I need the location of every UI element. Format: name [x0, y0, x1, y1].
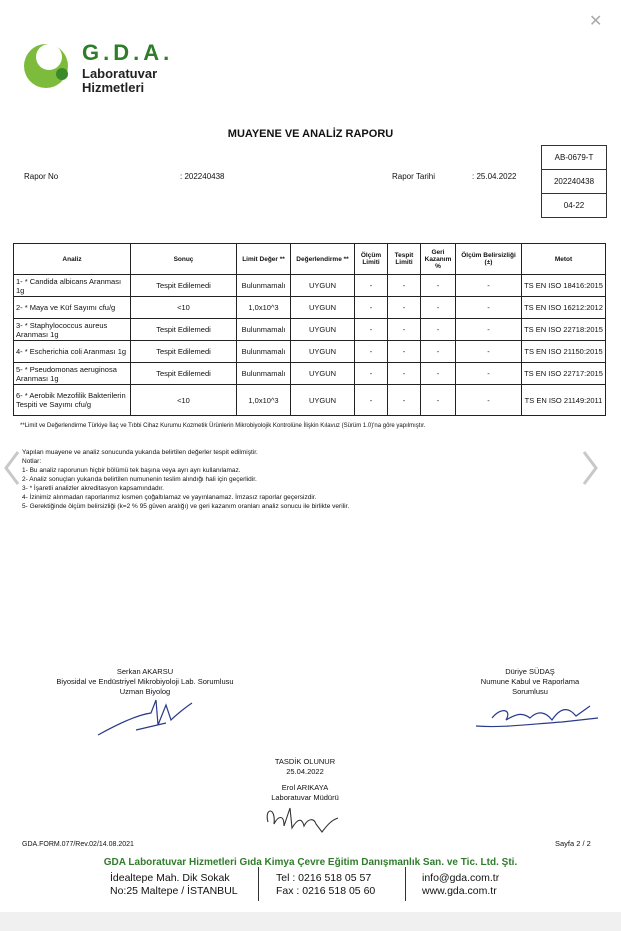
table-row [14, 363, 606, 385]
cell-geri-kazanim: - [421, 275, 456, 297]
bottom-bar [0, 912, 621, 931]
cell-geri-kazanim: - [421, 319, 456, 341]
address-line: İdealtepe Mah. Dik Sokak [110, 872, 230, 884]
cell-belirsizlik: - [456, 363, 522, 385]
cell-olcum-limiti: - [355, 385, 388, 416]
table-row [14, 319, 606, 341]
footer-phone [276, 872, 375, 898]
form-code: GDA.FORM.077/Rev.02/14.08.2021 [22, 841, 134, 848]
cell-analiz: 6- * Aerobik Mezofilik Bakterilerin Tespiti ve Sayımı cfu/g [14, 385, 131, 416]
signer-name: Erol ARIKAYA [281, 783, 329, 792]
column-header: Sonuç [131, 244, 237, 275]
cell-metot: TS EN ISO 22717:2015 [522, 363, 606, 385]
cell-tespit-limiti: - [388, 319, 421, 341]
footer-company-name: GDA Laboratuvar Hizmetleri Gıda Kimya Çevre Eğitim Danışmanlık San. ve Tic. Ltd. Şti. [103, 857, 518, 868]
cell-tespit-limiti: - [388, 341, 421, 363]
cell-degerlendirme: UYGUN [291, 385, 355, 416]
cell-tespit-limiti: - [388, 385, 421, 416]
cell-olcum-limiti: - [355, 363, 388, 385]
signer-name: Serkan AKARSU [116, 667, 174, 676]
next-page-button[interactable] [580, 450, 600, 486]
report-code-box [541, 145, 607, 218]
logo-subtitle-1: Laboratuvar [82, 66, 158, 81]
column-header: Limit Değer ** [237, 244, 291, 275]
footer-divider [405, 867, 406, 901]
cell-analiz: 4- * Escherichia coli Aranması 1g [14, 341, 131, 363]
cell-olcum-limiti: - [355, 341, 388, 363]
previous-page-button[interactable] [2, 450, 22, 486]
report-date-label: Rapor Tarihi [392, 172, 435, 181]
web-link[interactable]: www.gda.com.tr [422, 885, 497, 897]
page-number: Sayfa 2 / 2 [555, 839, 591, 848]
signature-right-mark [472, 698, 602, 734]
report-date-value: : 25.04.2022 [472, 172, 517, 181]
table-row [14, 275, 606, 297]
cell-metot: TS EN ISO 18416:2015 [522, 275, 606, 297]
column-header: Analiz [14, 244, 131, 275]
phone-line: Tel : 0216 518 05 57 [276, 872, 372, 884]
company-logo [24, 40, 174, 95]
note-item: 4- İzinimiz alınmadan raporlarımız kısmen çoğaltılamaz ve yayınlanamaz. İmzasız raporlar geçersizdir. [22, 494, 317, 501]
close-icon[interactable]: ✕ [589, 13, 603, 30]
cell-belirsizlik: - [456, 385, 522, 416]
column-header: Metot [522, 244, 606, 275]
cell-degerlendirme: UYGUN [291, 319, 355, 341]
table-row [14, 341, 606, 363]
notes-block [22, 448, 582, 511]
cell-limit: 1,0x10^3 [237, 385, 291, 416]
results-table [13, 243, 606, 416]
email-link[interactable]: info@gda.com.tr [422, 872, 500, 884]
logo-circle-inner [36, 44, 62, 70]
chevron-left-icon [6, 452, 18, 484]
notes-heading: Notlar: [22, 458, 42, 465]
column-header: Ölçüm Limiti [355, 244, 388, 275]
approval-text: TASDİK OLUNUR [274, 757, 336, 766]
cell-sonuc: Tespit Edilemedi [131, 363, 237, 385]
cell-degerlendirme: UYGUN [291, 341, 355, 363]
note-item: 5- Gerektiğinde ölçüm belirsizliği (k=2 % 95 güven aralığı) ve geri kazanım oranları analiz sonucu ile birlikte verilir. [22, 503, 350, 510]
cell-geri-kazanim: - [421, 297, 456, 319]
cell-metot: TS EN ISO 16212:2012 [522, 297, 606, 319]
signature-center-mark [262, 802, 342, 836]
notes-intro: Yapılan muayene ve analiz sonucunda yukarıda belirtilen değerler tespit edilmiştir. [22, 449, 258, 456]
signer-title: Biyosidal ve Endüstriyel Mikrobiyoloji Lab. Sorumlusu [56, 677, 234, 686]
cell-degerlendirme: UYGUN [291, 297, 355, 319]
cell-limit: Bulunmamalı [237, 275, 291, 297]
signature-left [25, 667, 265, 697]
signer-title: Numune Kabul ve Raporlama [480, 677, 580, 686]
footer-contact [422, 872, 499, 898]
cell-sonuc: <10 [131, 297, 237, 319]
cell-metot: TS EN ISO 21149:2011 [522, 385, 606, 416]
footer-address [110, 872, 238, 898]
cell-olcum-limiti: - [355, 319, 388, 341]
cell-belirsizlik: - [456, 319, 522, 341]
cell-tespit-limiti: - [388, 297, 421, 319]
cell-belirsizlik: - [456, 275, 522, 297]
cell-tespit-limiti: - [388, 363, 421, 385]
report-no-label: Rapor No [24, 172, 59, 181]
cell-olcum-limiti: - [355, 297, 388, 319]
cell-geri-kazanim: - [421, 363, 456, 385]
signer-title: Uzman Biyolog [119, 687, 171, 696]
cell-geri-kazanim: - [421, 385, 456, 416]
signature-center [230, 757, 380, 803]
signature-left-mark [96, 695, 196, 740]
cell-tespit-limiti: - [388, 275, 421, 297]
cell-sonuc: Tespit Edilemedi [131, 275, 237, 297]
report-title: MUAYENE VE ANALİZ RAPORU [227, 128, 394, 140]
logo-subtitle-2: Hizmetleri [82, 80, 145, 95]
cell-metot: TS EN ISO 22718:2015 [522, 319, 606, 341]
cell-analiz: 3- * Staphylococcus aureus Aranması 1g [14, 319, 131, 341]
cell-limit: Bulunmamalı [237, 363, 291, 385]
logo-dot [56, 68, 68, 80]
cell-limit: 1,0x10^3 [237, 297, 291, 319]
approval-date: 25.04.2022 [286, 767, 324, 776]
signer-title: Laboratuvar Müdürü [271, 793, 339, 802]
footer-divider [258, 867, 259, 901]
report-no-value: : 202240438 [180, 172, 225, 181]
table-footnote: **Limit ve Değerlendirme Türkiye İlaç ve Tıbbi Cihaz Kurumu Kozmetik Ürünlerin Mikrobiyolojik Kontrolüne İlişkin Kılavuz (Sürüm 1.0)'na göre yapılmıştır. [20, 423, 426, 429]
code-box-line: 04-22 [563, 201, 585, 210]
table-header-row [14, 244, 606, 275]
cell-degerlendirme: UYGUN [291, 275, 355, 297]
cell-sonuc: Tespit Edilemedi [131, 341, 237, 363]
signature-right [450, 667, 610, 697]
chevron-right-icon [584, 452, 596, 484]
cell-belirsizlik: - [456, 341, 522, 363]
note-item: 1- Bu analiz raporunun hiçbir bölümü tek başına veya ayrı ayrı kullanılamaz. [22, 467, 241, 474]
column-header: Tespit Limiti [388, 244, 421, 275]
cell-sonuc: <10 [131, 385, 237, 416]
cell-degerlendirme: UYGUN [291, 363, 355, 385]
cell-olcum-limiti: - [355, 275, 388, 297]
cell-geri-kazanim: - [421, 341, 456, 363]
column-header: Ölçüm Belirsizliği (±) [456, 244, 522, 275]
cell-analiz: 5- * Pseudomonas aeruginosa Aranması 1g [14, 363, 131, 385]
address-line: No:25 Maltepe / İSTANBUL [110, 885, 238, 897]
cell-sonuc: Tespit Edilemedi [131, 319, 237, 341]
cell-limit: Bulunmamalı [237, 319, 291, 341]
cell-analiz: 1- * Candida albicans Aranması 1g [14, 275, 131, 297]
logo-text: G.D.A. [82, 40, 174, 65]
fax-line: Fax : 0216 518 05 60 [276, 885, 376, 897]
column-header: Geri Kazanım % [421, 244, 456, 275]
column-header: Değerlendirme ** [291, 244, 355, 275]
note-item: 3- * İşaretli analizler akreditasyon kapsamındadır. [22, 485, 164, 492]
code-box-line: 202240438 [542, 170, 606, 194]
cell-belirsizlik: - [456, 297, 522, 319]
signer-name: Düriye SÜDAŞ [505, 667, 555, 676]
cell-metot: TS EN ISO 21150:2015 [522, 341, 606, 363]
note-item: 2- Analiz sonuçları yukarıda belirtilen numunenin teslim alındığı hali için geçerlidir. [22, 476, 257, 483]
table-row [14, 385, 606, 416]
code-box-line: AB-0679-T [542, 146, 606, 170]
table-row [14, 297, 606, 319]
cell-limit: Bulunmamalı [237, 341, 291, 363]
signer-title: Sorumlusu [512, 687, 548, 696]
cell-analiz: 2- * Maya ve Küf Sayımı cfu/g [14, 297, 131, 319]
